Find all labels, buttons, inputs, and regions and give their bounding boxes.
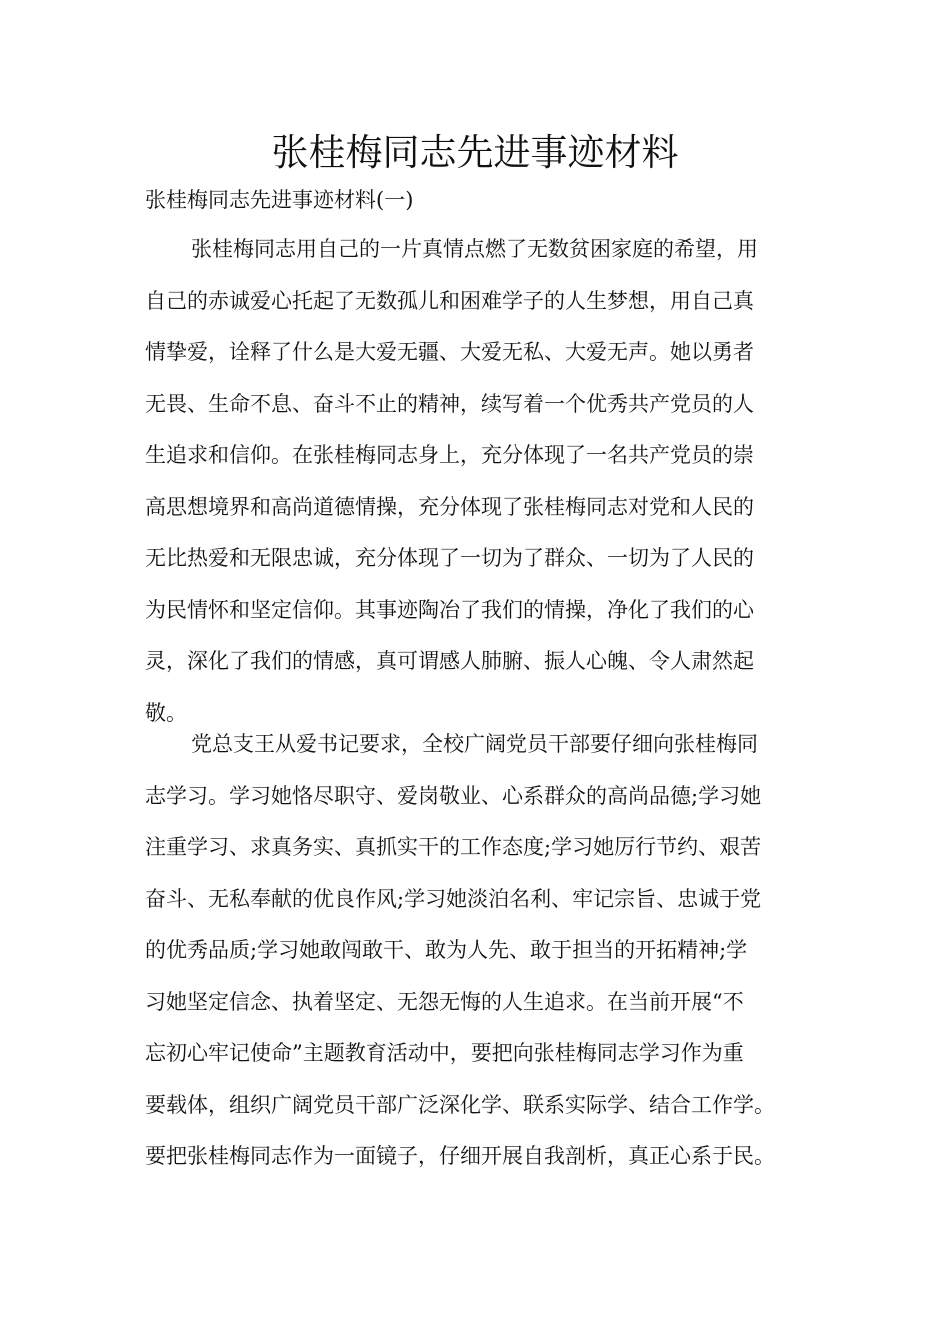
paragraph-line: 要载体，组织广阔党员干部广泛深化学、联系实际学、结合工作学。 <box>145 1092 775 1117</box>
paragraph-line: 习她坚定信念、执着坚定、无怨无悔的人生追求。在当前开展“不 <box>145 989 744 1014</box>
paragraph-line: 敬。 <box>145 700 187 725</box>
paragraph-line: 无比热爱和无限忠诚，充分体现了一切为了群众、一切为了人民的 <box>145 546 754 570</box>
paragraph-line: 忘初心牢记使命”主题教育活动中，要把向张桂梅同志学习作为重 <box>145 1041 744 1065</box>
paragraph-1 <box>145 224 825 739</box>
paragraph-line: 志学习。学习她恪尽职守、爱岗敬业、心系群众的高尚品德;学习她 <box>145 783 762 808</box>
paragraph-line: 自己的赤诚爱心托起了无数孤儿和困难学子的人生梦想，用自己真 <box>145 288 754 313</box>
paragraph-line: 无畏、生命不息、奋斗不止的精神，续写着一个优秀共产党员的人 <box>145 391 754 416</box>
paragraph-line: 的优秀品质;学习她敢闯敢干、敢为人先、敢于担当的开拓精神;学 <box>145 938 748 962</box>
paragraph-line: 奋斗、无私奉献的优良作风;学习她淡泊名利、牢记宗旨、忠诚于党 <box>145 886 762 911</box>
paragraph-line: 生追求和信仰。在张桂梅同志身上，充分体现了一名共产党员的崇 <box>145 443 754 467</box>
paragraph-line: 张桂梅同志用自己的一片真情点燃了无数贫困家庭的希望，用 <box>191 237 758 261</box>
paragraph-line: 注重学习、求真务实、真抓实干的工作态度;学习她厉行节约、艰苦 <box>145 835 762 859</box>
paragraph-line: 要把张桂梅同志作为一面镜子，仔细开展自我剖析，真正心系于民。 <box>145 1144 775 1168</box>
paragraph-2 <box>145 719 825 1183</box>
paragraph-line: 党总支王从爱书记要求，全校广阔党员干部要仔细向张桂梅同 <box>191 732 758 756</box>
paragraph-line: 为民情怀和坚定信仰。其事迹陶冶了我们的情操，净化了我们的心 <box>145 597 754 622</box>
paragraph-line: 情挚爱，诠释了什么是大爱无疆、大爱无私、大爱无声。她以勇者 <box>145 340 754 364</box>
paragraph-line: 高思想境界和高尚道德情操，充分体现了张桂梅同志对党和人民的 <box>145 494 754 519</box>
document-title: 张桂梅同志先进事迹材料 <box>271 131 679 174</box>
paragraph-line: 灵，深化了我们的情感，真可谓感人肺腑、振人心魄、令人肃然起 <box>145 649 754 673</box>
document-subtitle: 张桂梅同志先进事迹材料(一) <box>145 188 414 212</box>
